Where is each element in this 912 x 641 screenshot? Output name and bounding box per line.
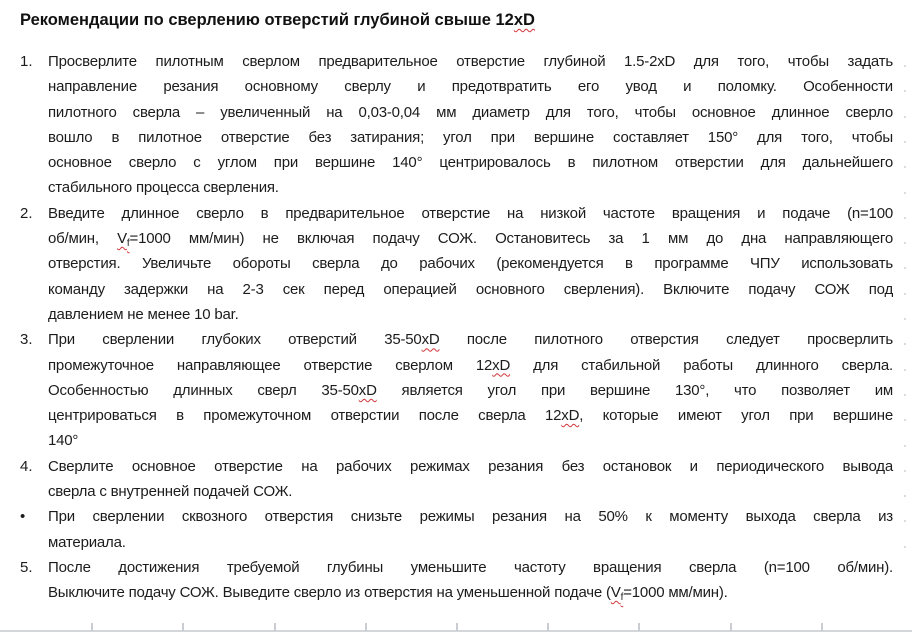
text-segment: направление резания основному сверлу и предотвратить его увод и поломку. Особенности [48, 78, 893, 96]
recommendations-list [20, 49, 894, 606]
text-segment: отверстия. Увеличьте обороты сверла до рабочих (рекомендуется в программе ЧПУ использовать [48, 255, 893, 273]
text-segment: сверла с внутренней подачей СОЖ. [48, 483, 293, 501]
text-line [48, 353, 893, 378]
text-segment: давлением не менее 10 bar. [48, 305, 239, 323]
text-segment: Просверлите пилотным сверлом предварительное отверстие глубиной 1.5-2xD для того, чтобы задать [48, 53, 893, 70]
text-segment: об/мин, [48, 230, 118, 248]
text-segment: Особенностью длинных сверл 35-50 [48, 381, 359, 399]
misspelled-word: V [610, 584, 621, 602]
text-line [48, 327, 893, 352]
bullet-marker: • [20, 508, 26, 526]
text-line [48, 277, 893, 302]
text-segment: центрироваться в промежуточном отверстии после сверла 12 [48, 407, 562, 425]
text-line [48, 378, 893, 403]
page-edge-mark [904, 318, 906, 320]
text-segment: пилотного сверла – увеличенный на 0,03-0,04 мм диаметр для того, чтобы основное длинное сверло [48, 103, 893, 121]
text-line [48, 100, 893, 125]
text-segment: =1000 мм/мин) не включая подачу СОЖ. Остановитесь за 1 мм до дна направляющего [129, 230, 894, 248]
page-title [20, 11, 535, 30]
text-segment: команду задержки на 2-3 сек перед операцией основного сверления). Включите подачу СОЖ под [48, 280, 893, 298]
misspelled-word: xD [513, 11, 535, 29]
misspelled-word: V [117, 230, 127, 248]
text-line [48, 504, 893, 529]
text-line [48, 226, 893, 251]
table-column-tick [547, 623, 549, 631]
page-edge-mark [904, 217, 906, 219]
text-segment: 140° [48, 432, 79, 450]
subscript-text: f [126, 238, 130, 250]
text-segment: После достижения требуемой глубины уменьшите частоту вращения сверла (n=100 об/мин). [48, 558, 893, 576]
list-item [20, 201, 894, 327]
page-edge-mark [904, 192, 906, 194]
text-segment: материала. [48, 533, 126, 551]
list-item [20, 555, 893, 606]
text-segment: вошло в пилотное отверстие без затирания; угол при вершине составляет 150° для того, чтобы [48, 128, 893, 146]
table-column-tick [91, 623, 93, 631]
text-line [48, 74, 893, 99]
table-column-tick [182, 623, 184, 631]
table-column-tick [365, 623, 367, 631]
page-edge-mark [904, 470, 906, 472]
text-line [48, 49, 893, 74]
page-edge-mark [904, 90, 906, 92]
subscript-text: f [620, 592, 624, 604]
number-marker: 5. [20, 558, 33, 576]
text-segment: для стабильной работы длинного сверла. [510, 356, 893, 374]
page-edge-mark [904, 242, 906, 244]
text-segment: При сверлении сквозного отверстия снизьте режимы резания на 50% к моменту выхода сверла из [48, 508, 893, 526]
page-edge-mark [904, 495, 906, 497]
page-edge-mark [904, 546, 906, 548]
list-item [20, 49, 893, 201]
table-border-line [0, 630, 912, 632]
misspelled-word: xD [561, 407, 580, 425]
text-segment: основное сверло с углом при вершине 140° центрировалось в пилотном отверстии для дальнейшего [48, 154, 893, 172]
text-line [48, 530, 893, 555]
text-segment: При сверлении глубоких отверстий 35-50 [48, 331, 422, 349]
list-item [20, 454, 893, 505]
text-segment: Введите длинное сверло в предварительное отверстие на низкой частоте вращения и подаче (n=100 [48, 204, 893, 222]
text-line [48, 580, 893, 605]
list-item [20, 327, 893, 453]
page-edge-mark [904, 445, 906, 447]
text-segment: промежуточное направляющее отверстие сверлом 12 [48, 356, 493, 374]
page-edge-mark [904, 520, 906, 522]
text-line [48, 201, 893, 226]
text-line [48, 175, 893, 200]
text-segment: , которые имеют угол при вершине [579, 407, 893, 425]
list-item [20, 504, 893, 555]
table-column-tick [456, 623, 458, 631]
text-segment: является угол при вершине 130°, что позволяет им [376, 381, 893, 399]
page-edge-mark [904, 267, 906, 269]
page-edge-mark [904, 419, 906, 421]
table-column-tick [638, 623, 640, 631]
text-line [48, 454, 893, 479]
page-edge-mark [904, 141, 906, 143]
number-marker: 2. [20, 204, 33, 222]
page-edge-mark [904, 65, 906, 67]
text-line [48, 555, 893, 580]
page-edge-mark [904, 343, 906, 345]
misspelled-word: xD [492, 356, 511, 374]
table-column-tick [821, 623, 823, 631]
page-edge-mark [904, 166, 906, 168]
page-edge-mark [904, 369, 906, 371]
misspelled-word: xD [421, 331, 440, 349]
text-line [48, 403, 893, 428]
text-line [48, 150, 893, 175]
number-marker: 1. [20, 53, 33, 70]
number-marker: 4. [20, 457, 33, 475]
text-segment: стабильного процесса сверления. [48, 179, 279, 197]
number-marker: 3. [20, 331, 33, 349]
text-segment: Рекомендации по сверлению отверстий глубиной свыше 12 [20, 11, 514, 29]
table-column-tick [730, 623, 732, 631]
table-column-tick [274, 623, 276, 631]
text-segment: Выключите подачу СОЖ. Выведите сверло из отверстия на уменьшенной подаче ( [48, 584, 611, 602]
text-line [48, 125, 893, 150]
text-line [48, 428, 893, 453]
misspelled-word: xD [358, 381, 377, 399]
text-line [48, 302, 893, 327]
text-segment: после пилотного отверстия следует просверлить [439, 331, 893, 349]
text-line [48, 251, 893, 276]
page-edge-mark [904, 394, 906, 396]
text-segment: Сверлите основное отверстие на рабочих режимах резания без остановок и периодического вывода [48, 457, 893, 475]
text-segment: =1000 мм/мин). [623, 584, 728, 602]
page-edge-mark [904, 293, 906, 295]
text-line [48, 479, 893, 504]
page-edge-mark [904, 116, 906, 118]
